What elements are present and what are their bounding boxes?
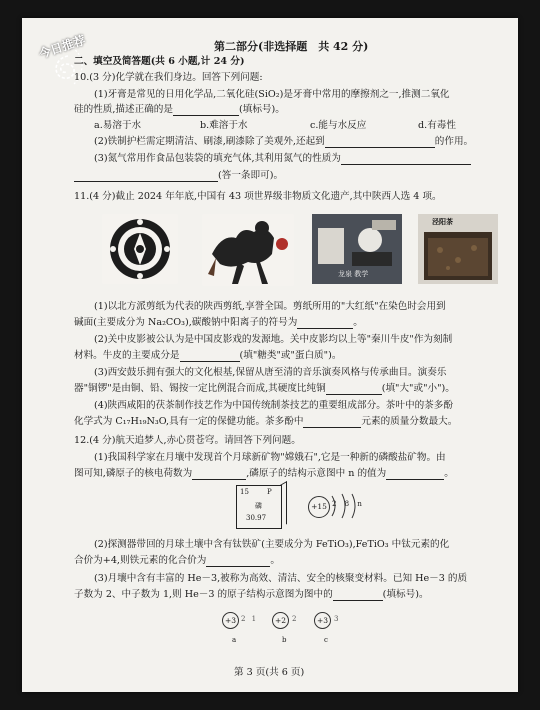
watermark-text: 今日推荐 — [37, 32, 88, 62]
diagram-b — [272, 608, 312, 652]
fu-tea-image — [418, 214, 498, 284]
p-atom-nucleus: +15 — [308, 496, 330, 518]
section-title: 二、填空及简答题(共 6 小题,计 24 分) — [74, 56, 245, 67]
q11-p1-line1: (1)以北方派剪纸为代表的陕西剪纸,享誉全国。剪纸所用的"大红纸"在染色时会用到 — [94, 301, 446, 312]
q11-p2-line1: (2)关中皮影被公认为是中国皮影戏的发源地。关中皮影均以上等"秦川牛皮"作为刻制 — [94, 334, 453, 345]
q10-p3-answer-blank-2 — [74, 171, 218, 182]
q11-p1-line2: 碱面(主要成分为 Na₂CO₃),碳酸钠中阳离子的符号为 。 — [74, 317, 363, 328]
q10-p1-answer-blank — [173, 105, 239, 116]
q12-p3-line2: 子数为 2、中子数为 1,则 He－3 的原子结构示意图为图中的 (填标号)。 — [74, 589, 429, 600]
diagram-c-label: c — [324, 636, 328, 644]
q10-p2: (2)铁制护栏需定期清洁、刷漆,刷漆除了美观外,还起到 的作用。 — [94, 136, 474, 147]
element-card-depth — [280, 481, 287, 528]
q10-option-b: b.难溶于水 — [200, 120, 248, 131]
shadow-puppet-image — [202, 214, 294, 286]
q12-p1-line2: 图可知,磷原子的核电荷数为 ,磷原子的结构示意图中 n 的值为 。 — [74, 468, 454, 479]
q12-p1-line1: (1)我国科学家在月壤中发现首个月球新矿物"嫦娥石",它是一种新的磷酸盐矿物。由 — [94, 452, 446, 463]
diagram-c-nucleus: +3 — [314, 612, 331, 629]
element-card — [236, 485, 282, 529]
diagram-a — [222, 608, 262, 652]
q12-p3-line1: (3)月壤中含有丰富的 He－3,被称为高效、清洁、安全的核聚变材料。已知 He－3 的质 — [94, 573, 468, 584]
q10-p3-cont: (答一条即可)。 — [74, 169, 283, 182]
element-name: 磷 — [255, 502, 262, 510]
q11-p3-line1: (3)西安鼓乐拥有强大的文化根基,保留从唐至清的音乐演奏风格与传承曲目。演奏乐 — [94, 367, 447, 378]
q11-p1-answer-blank — [297, 318, 353, 329]
part-title: 第二部分(非选择题 共 42 分) — [214, 40, 369, 53]
q10-option-d: d.有毒性 — [418, 120, 456, 131]
q10-p1-line1: (1)牙膏是常见的日用化学品,二氧化硅(SiO₂)是牙膏中常用的摩擦剂之一,推测二氧化 — [94, 89, 450, 100]
diagram-a-label: a — [232, 636, 237, 644]
q11-p2-answer-blank — [180, 351, 240, 362]
q10-p3-answer-blank-1 — [341, 154, 471, 165]
q10-p3: (3)氮气常用作食品包装袋的填充气体,其利用氮气的性质为 — [94, 152, 471, 165]
q11-p2-line2: 材料。牛皮的主要成分是 (填"糖类"或"蛋白质")。 — [74, 350, 342, 361]
q11-p3-answer-blank — [326, 384, 382, 395]
q10-p1-line2: 硅的性质,描述正确的是 (填标号)。 — [74, 104, 285, 115]
drum-image-caption: 龙泉 教学 — [338, 270, 369, 278]
q10-p2-answer-blank — [325, 137, 435, 148]
p-atom-shell-electrons: 2 8 n — [332, 500, 365, 508]
diagram-b-nucleus: +2 — [272, 612, 289, 629]
diagram-c — [314, 608, 354, 652]
q10-option-a: a.易溶于水 — [94, 120, 142, 131]
q11-p4-answer-blank — [303, 417, 361, 428]
drum-music-image — [312, 214, 402, 284]
element-number: 15 — [240, 488, 249, 496]
diagram-b-label: b — [282, 636, 287, 644]
q12-p2-line1: (2)探测器带回的月球土壤中含有钛铁矿(主要成分为 FeTiO₃),FeTiO₃ 中钛元素的化 — [94, 539, 450, 550]
q12-p1-answer-blank-1 — [192, 469, 246, 480]
page-number: 第 3 页(共 6 页) — [234, 667, 305, 678]
tea-image-caption: 泾阳茶 — [432, 217, 453, 226]
q12-p1-answer-blank-2 — [386, 469, 444, 480]
q10-stem: 10.(3 分)化学就在我们身边。回答下列问题: — [74, 72, 263, 83]
exam-page — [22, 18, 518, 692]
q11-p3-line2: 器"铜锣"是由铜、铅、锡按一定比例混合而成,其硬度比纯铜 (填"大"或"小")。 — [74, 383, 455, 394]
diagram-a-shells: 2 1 — [241, 615, 259, 623]
element-mass: 30.97 — [246, 514, 267, 522]
diagram-a-nucleus: +3 — [222, 612, 239, 629]
q11-p4-line2: 化学式为 C₁₇H₁₉N₃O,具有一定的保健功能。茶多酚中 元素的质量分数最大。 — [74, 416, 458, 427]
q12-p2-line2: 合价为+4,则铁元素的化合价为 。 — [74, 555, 280, 566]
q12-stem: 12.(4 分)航天追梦人,赤心贯苍穹。请回答下列问题。 — [74, 435, 301, 446]
element-symbol: P — [267, 488, 272, 496]
q11-stem: 11.(4 分)截止 2024 年年底,中国有 43 项世界级非物质文化遗产,其中陕西人选 4 项。 — [74, 191, 442, 202]
q12-p3-answer-blank — [333, 590, 383, 601]
q10-option-c: c.能与水反应 — [310, 120, 367, 131]
q12-p2-answer-blank — [206, 556, 270, 567]
diagram-c-shells: 3 — [334, 615, 339, 623]
diagram-b-shells: 2 — [292, 615, 297, 623]
q11-p4-line1: (4)陕西咸阳的茯茶制作技艺作为中国传统制茶技艺的重要组成部分。茶叶中的茶多酚 — [94, 400, 453, 411]
paper-cut-image — [102, 214, 178, 284]
